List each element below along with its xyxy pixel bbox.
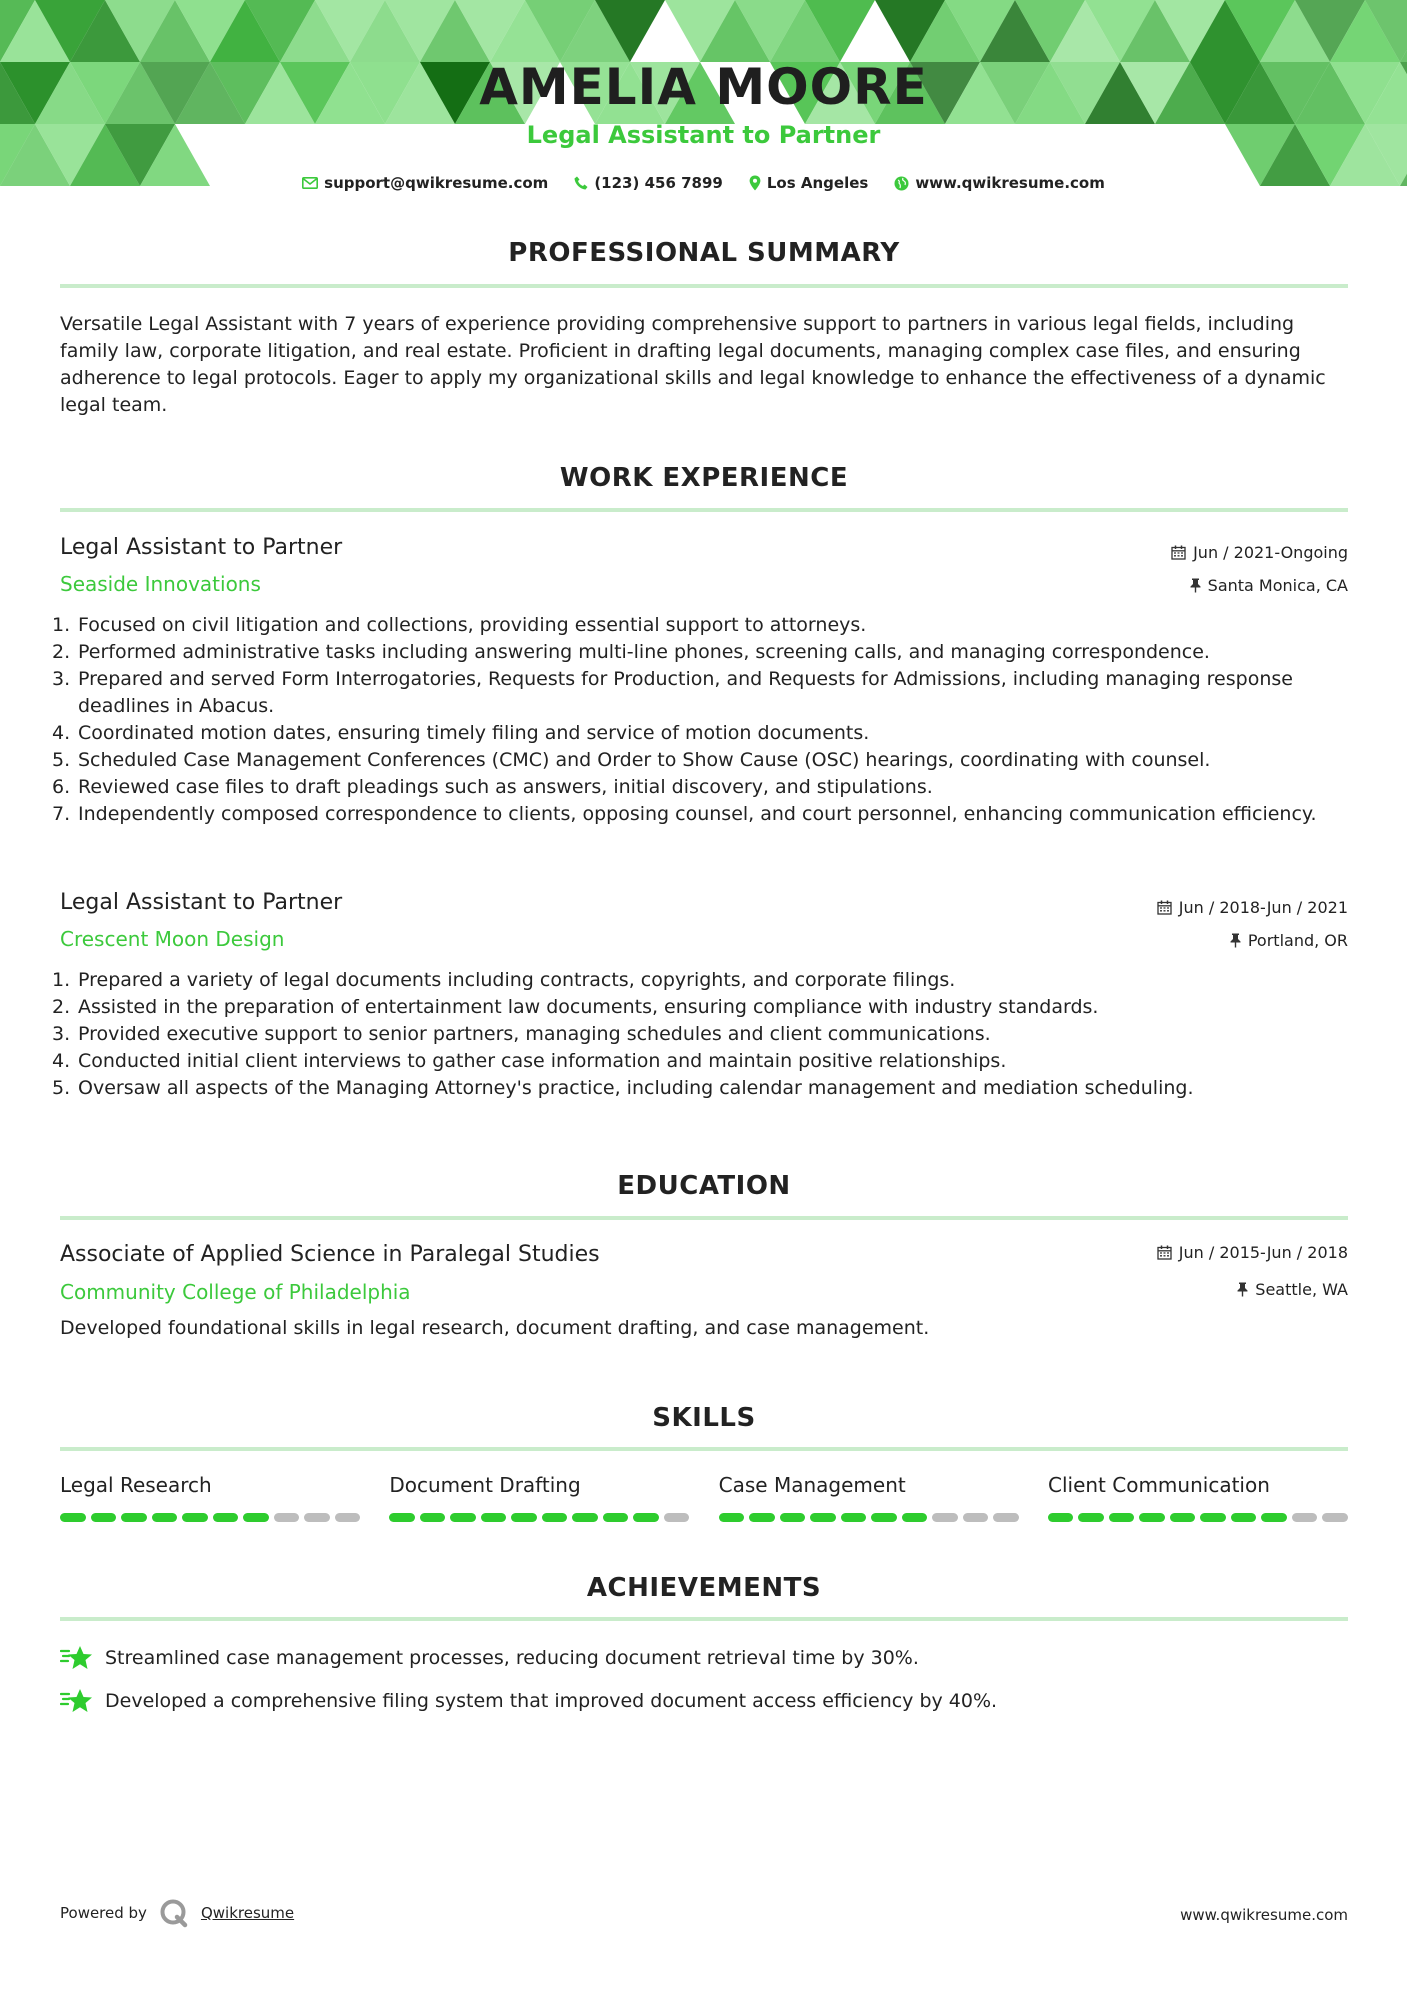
skill-segment-filled <box>719 1513 745 1522</box>
globe-icon <box>894 176 909 191</box>
skill-segment-filled <box>810 1513 836 1522</box>
skills-divider <box>60 1447 1348 1451</box>
skill-segment-empty <box>932 1513 958 1522</box>
job-2-location <box>1230 931 1348 950</box>
skill-segment-filled <box>1139 1513 1165 1522</box>
footer-powered-by <box>60 1898 294 1928</box>
qwikresume-link[interactable]: Qwikresume <box>200 1904 295 1922</box>
education-divider <box>60 1216 1348 1220</box>
skill-segment-empty <box>993 1513 1019 1522</box>
skill-segment-filled <box>121 1513 147 1522</box>
summary-heading: PROFESSIONAL SUMMARY <box>508 238 900 268</box>
phone-icon <box>574 176 588 190</box>
calendar-icon <box>1157 900 1172 915</box>
list-item: Performed administrative tasks including answering multi-line phones, screening calls, and managing correspondence. <box>78 641 1210 663</box>
skill-rating-bar <box>719 1513 1019 1522</box>
education-location <box>1237 1280 1348 1299</box>
skill-rating-bar <box>389 1513 689 1522</box>
contact-website[interactable] <box>894 174 1105 192</box>
pushpin-icon <box>1237 1282 1248 1297</box>
skill-rating-bar <box>60 1513 360 1522</box>
skills-list <box>60 1473 1348 1522</box>
list-item: Assisted in the preparation of entertainment law documents, ensuring compliance with industry standards. <box>78 996 1099 1018</box>
education-heading: EDUCATION <box>617 1171 791 1201</box>
skill-segment-filled <box>780 1513 806 1522</box>
pushpin-icon <box>1190 578 1201 593</box>
list-item: Provided executive support to senior partners, managing schedules and client communications. <box>78 1023 991 1045</box>
job-1-company: Seaside Innovations <box>60 572 261 596</box>
contact-email-text: support@qwikresume.com <box>324 174 549 192</box>
achievements-heading: ACHIEVEMENTS <box>586 1573 822 1603</box>
skill-segment-empty <box>963 1513 989 1522</box>
map-pin-icon <box>749 175 761 191</box>
skill-segment-empty <box>304 1513 330 1522</box>
job-1-location <box>1190 576 1348 595</box>
list-item: Scheduled Case Management Conferences (CMC) and Order to Show Cause (OSC) hearings, coordinating with counsel. <box>78 749 1211 771</box>
skill-segment-filled <box>749 1513 775 1522</box>
candidate-name: AMELIA MOORE <box>479 58 928 116</box>
education-dates-text: Jun / 2015-Jun / 2018 <box>1178 1243 1348 1262</box>
list-item: Independently composed correspondence to clients, opposing counsel, and court personnel, enhancing communication efficiency. <box>78 803 1317 825</box>
skill-client-communication <box>1048 1473 1348 1522</box>
list-item: Conducted initial client interviews to gather case information and maintain positive relationships. <box>78 1050 1007 1072</box>
pushpin-icon <box>1230 933 1241 948</box>
candidate-title: Legal Assistant to Partner <box>526 121 881 149</box>
skill-label: Document Drafting <box>389 1473 581 1497</box>
job-2-bullets <box>52 967 1342 1102</box>
skill-segment-filled <box>152 1513 178 1522</box>
skill-segment-filled <box>182 1513 208 1522</box>
contact-phone-text: (123) 456 7899 <box>594 174 723 192</box>
contact-location <box>749 174 868 192</box>
list-item: Prepared and served Form Interrogatories, Requests for Production, and Requests for Admissions, including managing response deadlines in Abacus. <box>78 668 1293 717</box>
skill-segment-filled <box>572 1513 598 1522</box>
skill-segment-filled <box>603 1513 629 1522</box>
skill-label: Client Communication <box>1047 1473 1270 1497</box>
contact-email[interactable] <box>302 174 548 192</box>
list-item: Focused on civil litigation and collections, providing essential support to attorneys. <box>78 614 867 636</box>
skills-heading: SKILLS <box>652 1403 756 1433</box>
skill-segment-filled <box>871 1513 897 1522</box>
skill-segment-filled <box>450 1513 476 1522</box>
skill-segment-filled <box>902 1513 928 1522</box>
calendar-icon <box>1171 545 1186 560</box>
footer-website[interactable]: www.qwikresume.com <box>1180 1906 1348 1924</box>
skill-case-management <box>719 1473 1019 1522</box>
envelope-icon <box>302 177 318 189</box>
contact-location-text: Los Angeles <box>766 174 869 192</box>
skill-segment-empty <box>664 1513 690 1522</box>
list-item: Reviewed case files to draft pleadings such as answers, initial discovery, and stipulations. <box>78 776 933 798</box>
achievement-item <box>60 1688 997 1714</box>
education-dates <box>1157 1243 1348 1262</box>
skill-segment-filled <box>420 1513 446 1522</box>
job-1-title: Legal Assistant to Partner <box>60 535 343 560</box>
skill-segment-filled <box>481 1513 507 1522</box>
skill-segment-filled <box>389 1513 415 1522</box>
education-location-text: Seattle, WA <box>1255 1280 1348 1299</box>
skill-label: Case Management <box>718 1473 906 1497</box>
skill-rating-bar <box>1048 1513 1348 1522</box>
qwikresume-logo-icon <box>159 1898 189 1928</box>
achievement-text: Streamlined case management processes, reducing document retrieval time by 30%. <box>105 1647 919 1669</box>
skill-document-drafting <box>389 1473 689 1522</box>
experience-heading: WORK EXPERIENCE <box>559 463 849 493</box>
job-2-title: Legal Assistant to Partner <box>60 890 343 915</box>
job-2-dates-text: Jun / 2018-Jun / 2021 <box>1178 898 1348 917</box>
job-2-dates <box>1157 898 1348 917</box>
list-item: Oversaw all aspects of the Managing Attorney's practice, including calendar management and mediation scheduling. <box>78 1077 1194 1099</box>
achievement-text: Developed a comprehensive filing system that improved document access efficiency by 40%. <box>105 1690 998 1712</box>
skill-segment-empty <box>1292 1513 1318 1522</box>
summary-divider <box>60 284 1348 288</box>
skill-segment-filled <box>542 1513 568 1522</box>
skill-segment-empty <box>1322 1513 1348 1522</box>
education-school: Community College of Philadelphia <box>60 1280 411 1304</box>
list-item: Coordinated motion dates, ensuring timely filing and service of motion documents. <box>78 722 870 744</box>
job-1-location-text: Santa Monica, CA <box>1207 576 1348 595</box>
star-icon <box>60 1688 93 1714</box>
skill-label: Legal Research <box>60 1473 212 1497</box>
contact-phone[interactable] <box>574 174 723 192</box>
calendar-icon <box>1157 1245 1172 1260</box>
skill-segment-empty <box>335 1513 361 1522</box>
job-2-location-text: Portland, OR <box>1247 931 1348 950</box>
experience-divider <box>60 508 1348 512</box>
skill-segment-filled <box>511 1513 537 1522</box>
skill-segment-filled <box>1048 1513 1074 1522</box>
skill-segment-filled <box>1109 1513 1135 1522</box>
skill-segment-filled <box>633 1513 659 1522</box>
achievements-divider <box>60 1617 1348 1621</box>
job-2-company: Crescent Moon Design <box>60 927 285 951</box>
skill-legal-research <box>60 1473 360 1522</box>
skill-segment-empty <box>274 1513 300 1522</box>
education-description: Developed foundational skills in legal research, document drafting, and case management. <box>60 1317 930 1339</box>
summary-text: Versatile Legal Assistant with 7 years of experience providing comprehensive support to partners in various legal fields, including family law, corporate litigation, and real estate. Proficient in drafting legal documents, managing complex case files, and ensuring adherence to legal protocols. Eager to apply my organizational skills and legal knowledge to enhance the effectiveness of a dynamic legal team. <box>60 313 1326 416</box>
achievement-item <box>60 1645 919 1671</box>
list-item: Prepared a variety of legal documents including contracts, copyrights, and corporate filings. <box>78 969 956 991</box>
skill-segment-filled <box>1261 1513 1287 1522</box>
contact-row <box>0 174 1407 192</box>
education-degree: Associate of Applied Science in Paralegal Studies <box>60 1242 600 1267</box>
skill-segment-filled <box>213 1513 239 1522</box>
skill-segment-filled <box>1078 1513 1104 1522</box>
skill-segment-filled <box>91 1513 117 1522</box>
skill-segment-filled <box>841 1513 867 1522</box>
skill-segment-filled <box>1170 1513 1196 1522</box>
job-1-dates-text: Jun / 2021-Ongoing <box>1193 543 1348 562</box>
skill-segment-filled <box>1200 1513 1226 1522</box>
job-1-dates <box>1171 543 1348 562</box>
contact-website-text: www.qwikresume.com <box>915 174 1105 192</box>
powered-by-label: Powered by <box>60 1904 147 1922</box>
star-icon <box>60 1645 93 1671</box>
skill-segment-filled <box>60 1513 86 1522</box>
skill-segment-filled <box>243 1513 269 1522</box>
skill-segment-filled <box>1231 1513 1257 1522</box>
job-1-bullets <box>52 612 1342 828</box>
